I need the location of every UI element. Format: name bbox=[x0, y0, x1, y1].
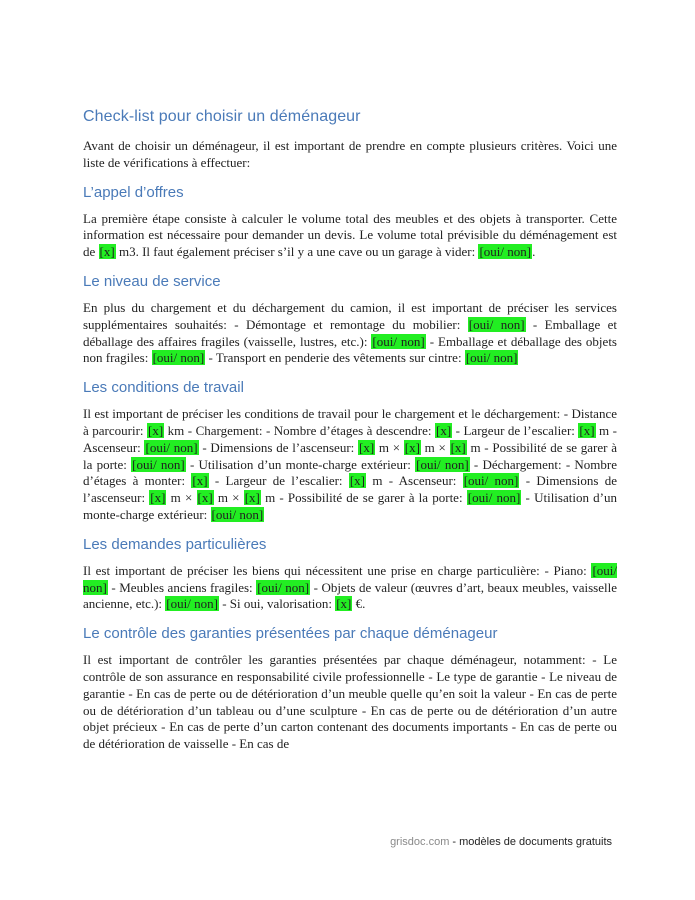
fill-in-field[interactable]: [oui/ non] bbox=[83, 562, 617, 595]
section-heading: L’appel d’offres bbox=[83, 183, 184, 201]
fill-in-field[interactable]: [oui/ non] bbox=[152, 350, 205, 366]
fill-in-field[interactable]: [x] bbox=[436, 422, 452, 438]
text-segment: - Transport en penderie des vêtements sur cintre: bbox=[205, 350, 465, 366]
fill-in-field[interactable]: [oui/ non] bbox=[468, 316, 525, 332]
text-segment: La première étape consiste à calculer le volume total des meubles et des objets à transporter. Cette information est nécessaire pour demander un devis. Le volume total prévisible du déménagement est de bbox=[83, 210, 617, 260]
footer bbox=[390, 836, 612, 848]
text-segment: Il est important de préciser les biens qui nécessitent une prise en charge particulière: - Piano: bbox=[83, 562, 592, 578]
text-segment: - Emballage et déballage des objets non fragiles: bbox=[83, 333, 617, 366]
fill-in-field[interactable]: [x] bbox=[349, 473, 366, 489]
text-segment: . bbox=[532, 244, 536, 260]
text-segment: m - Ascenseur: bbox=[83, 422, 617, 455]
text-segment: m × bbox=[375, 439, 404, 455]
fill-in-field[interactable]: [oui/ non] bbox=[463, 473, 519, 489]
fill-in-field[interactable]: [x] bbox=[404, 439, 420, 455]
text-segment: - Emballage et déballage des affaires fragiles (vaisselle, lustres, etc.): bbox=[83, 316, 617, 349]
text-segment: m - Possibilité de se garer à la porte: bbox=[260, 490, 467, 506]
text-segment: m - Possibilité de se garer à la porte: bbox=[83, 439, 617, 472]
document-title: Check-list pour choisir un déménageur bbox=[83, 108, 361, 125]
section-paragraph bbox=[83, 563, 617, 613]
text-segment: - Objets de valeur (œuvres d’art, beaux meubles, vaisselle ancienne, etc.): bbox=[83, 579, 617, 612]
text-segment: - Utilisation d’un monte-charge extérieur: bbox=[185, 456, 416, 472]
fill-in-field[interactable]: [x] bbox=[450, 439, 466, 455]
text-segment: €. bbox=[352, 596, 366, 612]
fill-in-field[interactable]: [x] bbox=[99, 244, 115, 260]
text-segment: m - Ascenseur: bbox=[366, 473, 463, 489]
section-paragraph bbox=[83, 406, 617, 524]
text-segment: - Dimensions de l’ascenseur: bbox=[83, 473, 618, 506]
text-segment: - Déchargement: - Nombre d’étages à monter: bbox=[83, 456, 617, 489]
fill-in-field[interactable]: [x] bbox=[336, 596, 352, 612]
section-paragraph bbox=[83, 300, 617, 367]
fill-in-field[interactable]: [oui/ non] bbox=[166, 596, 218, 612]
text-segment: Il est important de contrôler les garanties présentées par chaque déménageur, notamment: - Le contrôle de son assurance en responsabilité civile professionnelle - Le type de garantie - Le niveau de garantie - En cas de perte ou de détérioration d’un meuble quelle qu’en soit la valeur - En cas de perte ou de détérioration d’un tableau ou d’une sculpture - En cas de perte ou de détérioration d’un autre objet précieux - En cas de perte d’un carton contenant des documents importants - En cas de perte ou de détérioration de vaisselle - En cas de bbox=[83, 652, 617, 752]
text-segment: - Largeur de l’escalier: bbox=[452, 422, 579, 438]
text-segment: - Dimensions de l’ascenseur: bbox=[198, 439, 358, 455]
fill-in-field[interactable]: [oui/ non] bbox=[465, 350, 518, 366]
fill-in-field[interactable]: [x] bbox=[197, 490, 213, 506]
text-segment: - Utilisation d’un monte-charge extérieur: bbox=[83, 490, 617, 522]
fill-in-field[interactable]: [oui/ non] bbox=[257, 579, 310, 595]
fill-in-field[interactable]: [oui/ non] bbox=[416, 456, 469, 472]
intro-paragraph: Avant de choisir un déménageur, il est important de prendre en compte plusieurs critères. Voici une liste de vérifications à effectuer: bbox=[83, 138, 617, 170]
fill-in-field[interactable]: [oui/ non] bbox=[211, 506, 264, 522]
fill-in-field[interactable]: [x] bbox=[192, 473, 208, 489]
section-heading: Le contrôle des garanties présentées par chaque déménageur bbox=[83, 625, 498, 643]
text-segment: - Si oui, valorisation: bbox=[218, 596, 336, 612]
section-heading: Les demandes particulières bbox=[83, 535, 267, 553]
fill-in-field[interactable]: [x] bbox=[148, 422, 164, 438]
sections-container bbox=[83, 184, 617, 753]
fill-in-field[interactable]: [x] bbox=[244, 490, 260, 506]
section-heading: Le niveau de service bbox=[83, 272, 221, 290]
fill-in-field[interactable]: [oui/ non] bbox=[145, 439, 198, 455]
text-segment: - Largeur de l’escalier: bbox=[208, 473, 349, 489]
fill-in-field[interactable]: [x] bbox=[359, 439, 375, 455]
text-segment: m × bbox=[420, 439, 450, 455]
text-segment: m3. Il faut également préciser s’il y a une cave ou un garage à vider: bbox=[115, 244, 479, 260]
text-segment: En plus du chargement et du déchargement du camion, il est important de préciser les services supplémentaires souhaités: - Démontage et remontage du mobilier: bbox=[83, 299, 617, 332]
document-page bbox=[83, 108, 617, 753]
text-segment: m × bbox=[213, 490, 244, 506]
section-paragraph bbox=[83, 211, 617, 261]
text-segment: m × bbox=[166, 490, 197, 506]
footer-site-link[interactable]: grisdoc.com bbox=[390, 836, 450, 848]
fill-in-field[interactable]: [x] bbox=[150, 490, 166, 506]
fill-in-field[interactable]: [oui/ non] bbox=[479, 244, 532, 260]
text-segment: km - Chargement: - Nombre d’étages à descendre: bbox=[164, 422, 436, 438]
fill-in-field[interactable]: [x] bbox=[579, 422, 595, 438]
fill-in-field[interactable]: [oui/ non] bbox=[372, 333, 425, 349]
section-paragraph bbox=[83, 652, 617, 753]
footer-tagline: - modèles de documents gratuits bbox=[449, 836, 612, 848]
fill-in-field[interactable]: [oui/ non] bbox=[467, 490, 521, 506]
section-heading: Les conditions de travail bbox=[83, 379, 244, 397]
fill-in-field[interactable]: [oui/ non] bbox=[132, 456, 185, 472]
text-segment: - Meubles anciens fragiles: bbox=[107, 579, 257, 595]
text-segment: Il est important de préciser les conditions de travail pour le chargement et le déchargement: - Distance à parcourir: bbox=[83, 406, 617, 438]
